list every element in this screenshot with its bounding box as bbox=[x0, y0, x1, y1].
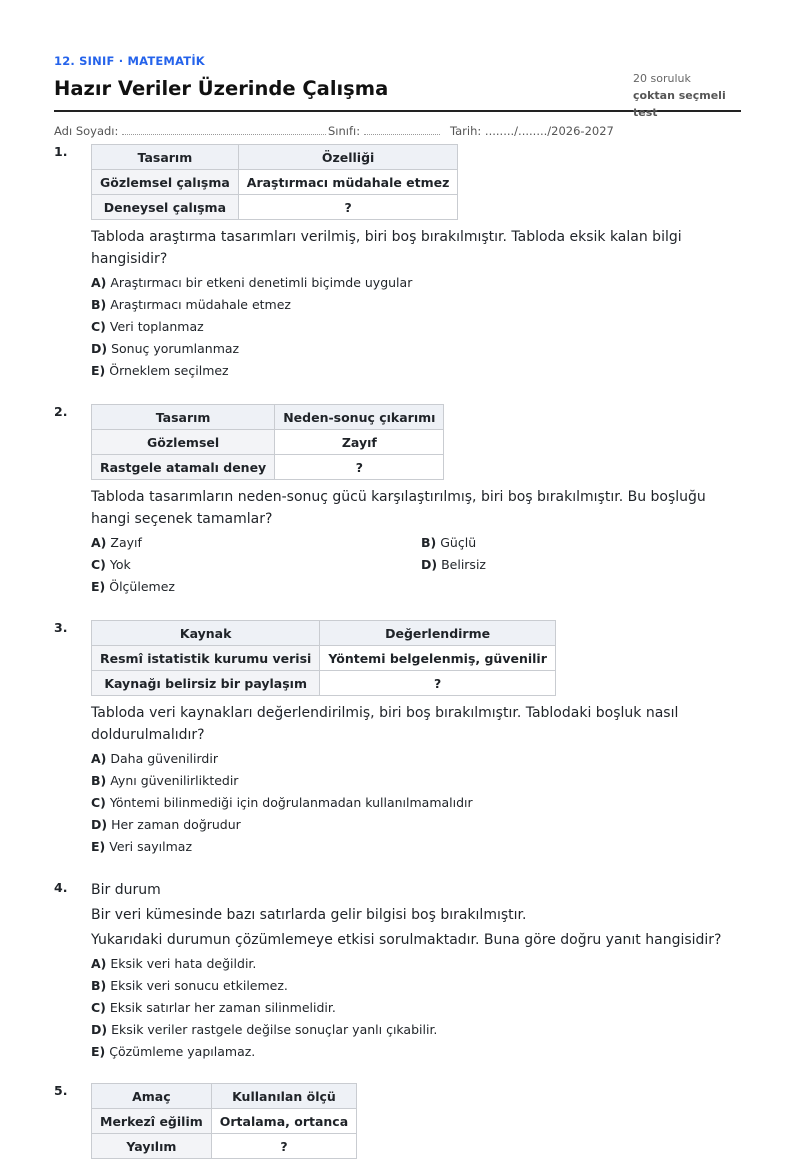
table-cell: Merkezî eğilim bbox=[92, 1109, 212, 1134]
table-cell: Yöntemi belgelenmiş, güvenilir bbox=[320, 646, 556, 671]
table-header: Tasarım bbox=[92, 145, 239, 170]
question-2 bbox=[54, 404, 741, 598]
option-letter: D) bbox=[91, 817, 108, 832]
answer-option[interactable] bbox=[91, 1019, 741, 1041]
question-table bbox=[91, 620, 556, 696]
question-5 bbox=[54, 1083, 741, 1159]
answer-option[interactable] bbox=[91, 792, 741, 814]
answer-option[interactable] bbox=[421, 532, 741, 554]
page-title: Hazır Veriler Üzerinde Çalışma bbox=[54, 77, 389, 100]
answer-option[interactable] bbox=[91, 770, 741, 792]
option-letter: B) bbox=[91, 773, 107, 788]
answer-option[interactable] bbox=[91, 532, 421, 554]
option-letter: A) bbox=[91, 751, 107, 766]
date-field[interactable] bbox=[450, 124, 614, 138]
option-letter: A) bbox=[91, 275, 107, 290]
subject-label: 12. SINIF · MATEMATİK bbox=[54, 54, 205, 68]
table-cell: Ortalama, ortanca bbox=[211, 1109, 356, 1134]
table-cell: Rastgele atamalı deney bbox=[92, 455, 275, 480]
test-type: çoktan seçmeli test bbox=[633, 89, 726, 119]
table-header: Özelliği bbox=[238, 145, 458, 170]
option-letter: C) bbox=[91, 557, 106, 572]
option-letter: E) bbox=[91, 839, 106, 854]
option-letter: C) bbox=[91, 319, 106, 334]
question-number: 4. bbox=[54, 880, 68, 895]
table-cell: Kaynağı belirsiz bir paylaşım bbox=[92, 671, 320, 696]
question-number: 5. bbox=[54, 1083, 68, 1098]
table-cell: ? bbox=[238, 195, 458, 220]
option-text: Veri sayılmaz bbox=[109, 839, 193, 854]
table-header: Değerlendirme bbox=[320, 621, 556, 646]
question-table bbox=[91, 144, 458, 220]
table-header: Neden-sonuç çıkarımı bbox=[275, 405, 444, 430]
option-letter: D) bbox=[91, 341, 108, 356]
option-letter: A) bbox=[91, 956, 107, 971]
class-label: Sınıfı: bbox=[328, 124, 361, 138]
answer-option[interactable] bbox=[91, 316, 741, 338]
option-text: Örneklem seçilmez bbox=[109, 363, 229, 378]
table-cell: Gözlemsel bbox=[92, 430, 275, 455]
worksheet-page bbox=[54, 54, 741, 1159]
answer-option[interactable] bbox=[91, 748, 741, 770]
question-table bbox=[91, 404, 444, 480]
option-text: Belirsiz bbox=[441, 557, 486, 572]
question-number: 2. bbox=[54, 404, 68, 419]
option-letter: B) bbox=[91, 978, 107, 993]
date-value: ......../......../2026-2027 bbox=[484, 124, 614, 138]
answer-option[interactable] bbox=[91, 1041, 741, 1063]
question-number: 1. bbox=[54, 144, 68, 159]
table-cell: Yayılım bbox=[92, 1134, 212, 1159]
class-field[interactable] bbox=[328, 124, 440, 138]
option-letter: E) bbox=[91, 363, 106, 378]
date-label: Tarih: bbox=[450, 124, 482, 138]
option-text: Daha güvenilirdir bbox=[110, 751, 218, 766]
question-table bbox=[91, 1083, 357, 1159]
option-text: Eksik satırlar her zaman silinmelidir. bbox=[109, 1000, 336, 1015]
option-text: Eksik veriler rastgele değilse sonuçlar yanlı çıkabilir. bbox=[111, 1022, 438, 1037]
answer-option[interactable] bbox=[91, 836, 741, 858]
question-stem: Tabloda araştırma tasarımları verilmiş, biri boş bırakılmıştır. Tabloda eksik kalan bilgi hangisidir? bbox=[91, 229, 682, 267]
option-text: Yok bbox=[109, 557, 131, 572]
question-stem: Yukarıdaki durumun çözümlemeye etkisi sorulmaktadır. Buna göre doğru yanıt hangisidir? bbox=[91, 932, 722, 948]
answer-option[interactable] bbox=[91, 360, 741, 382]
answer-option[interactable] bbox=[91, 272, 741, 294]
option-letter: D) bbox=[91, 1022, 108, 1037]
option-letter: B) bbox=[91, 297, 107, 312]
question-number: 3. bbox=[54, 620, 68, 635]
option-letter: A) bbox=[91, 535, 107, 550]
answer-option[interactable] bbox=[91, 338, 741, 360]
class-blank bbox=[364, 124, 440, 135]
table-header: Kullanılan ölçü bbox=[211, 1084, 356, 1109]
options-grid bbox=[91, 532, 741, 598]
header bbox=[54, 70, 741, 119]
option-letter: C) bbox=[91, 1000, 106, 1015]
option-text: Sonuç yorumlanmaz bbox=[111, 341, 240, 356]
name-label: Adı Soyadı: bbox=[54, 124, 119, 138]
option-text: Eksik veri hata değildir. bbox=[110, 956, 257, 971]
table-cell: Deneysel çalışma bbox=[92, 195, 239, 220]
table-header: Amaç bbox=[92, 1084, 212, 1109]
option-text: Eksik veri sonucu etkilemez. bbox=[110, 978, 288, 993]
option-text: Güçlü bbox=[440, 535, 477, 550]
option-letter: D) bbox=[421, 557, 438, 572]
scenario-title: Bir durum bbox=[91, 882, 161, 898]
answer-option[interactable] bbox=[91, 997, 741, 1019]
table-header: Tasarım bbox=[92, 405, 275, 430]
option-text: Çözümleme yapılamaz. bbox=[109, 1044, 256, 1059]
table-cell: ? bbox=[320, 671, 556, 696]
table-cell: Gözlemsel çalışma bbox=[92, 170, 239, 195]
option-text: Veri toplanmaz bbox=[109, 319, 204, 334]
option-text: Ölçülemez bbox=[109, 579, 175, 594]
table-cell: Resmî istatistik kurumu verisi bbox=[92, 646, 320, 671]
question-count: 20 soruluk bbox=[633, 72, 691, 85]
answer-option[interactable] bbox=[91, 975, 741, 997]
option-text: Araştırmacı müdahale etmez bbox=[110, 297, 291, 312]
option-letter: E) bbox=[91, 1044, 106, 1059]
table-header: Kaynak bbox=[92, 621, 320, 646]
option-letter: C) bbox=[91, 795, 106, 810]
option-letter: B) bbox=[421, 535, 437, 550]
name-blank bbox=[122, 124, 326, 135]
table-cell: Araştırmacı müdahale etmez bbox=[238, 170, 458, 195]
answer-option[interactable] bbox=[91, 294, 741, 316]
answer-option[interactable] bbox=[91, 576, 421, 598]
answer-option[interactable] bbox=[91, 814, 741, 836]
table-cell: ? bbox=[211, 1134, 356, 1159]
answer-option[interactable] bbox=[91, 554, 421, 576]
table-cell: ? bbox=[275, 455, 444, 480]
question-3 bbox=[54, 620, 741, 858]
question-stem: Tabloda veri kaynakları değerlendirilmiş, biri boş bırakılmıştır. Tablodaki boşluk nasıl doldurulmalıdır? bbox=[91, 705, 679, 743]
option-letter: E) bbox=[91, 579, 106, 594]
option-text: Zayıf bbox=[110, 535, 142, 550]
question-1 bbox=[54, 144, 741, 382]
answer-option[interactable] bbox=[91, 953, 741, 975]
option-text: Her zaman doğrudur bbox=[111, 817, 241, 832]
question-stem: Tabloda tasarımların neden-sonuç gücü karşılaştırılmış, biri boş bırakılmıştır. Bu boşluğu hangi seçenek tamamlar? bbox=[91, 489, 706, 527]
scenario-text: Bir veri kümesinde bazı satırlarda gelir bilgisi boş bırakılmıştır. bbox=[91, 907, 527, 923]
answer-option[interactable] bbox=[421, 554, 741, 576]
option-text: Yöntemi bilinmediği için doğrulanmadan kullanılmamalıdır bbox=[109, 795, 473, 810]
table-cell: Zayıf bbox=[275, 430, 444, 455]
name-field[interactable] bbox=[54, 124, 326, 138]
option-text: Araştırmacı bir etkeni denetimli biçimde uygular bbox=[110, 275, 413, 290]
option-text: Aynı güvenilirliktedir bbox=[110, 773, 239, 788]
question-4 bbox=[54, 878, 741, 1063]
